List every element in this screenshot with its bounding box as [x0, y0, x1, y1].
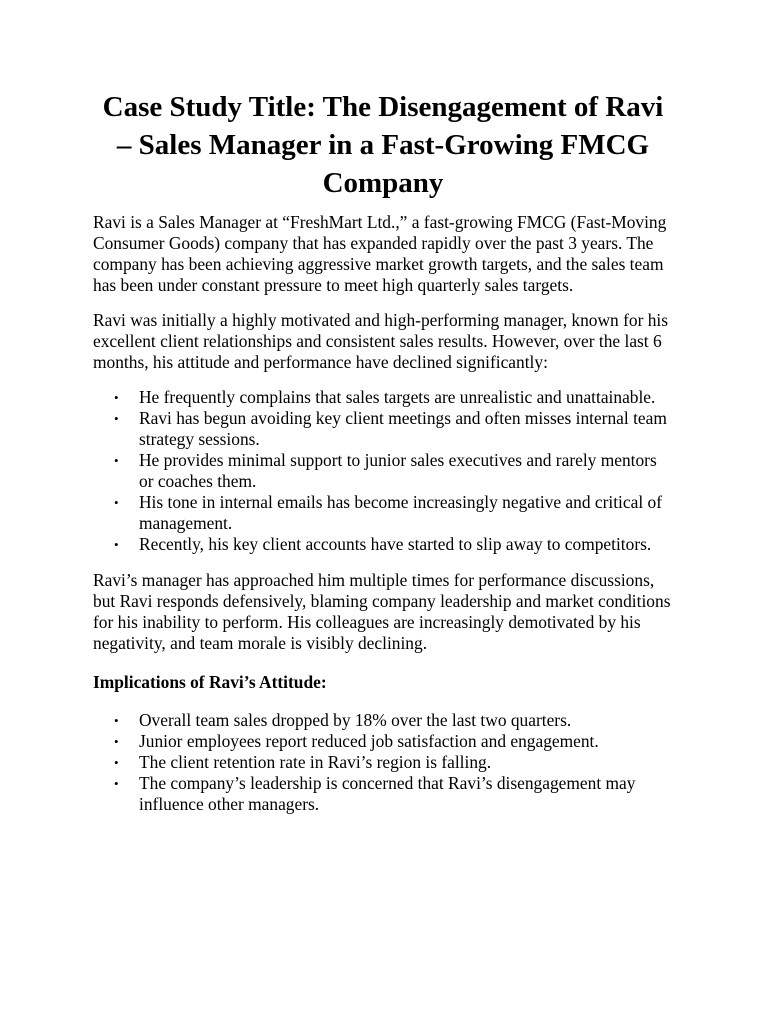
list-item-text: The client retention rate in Ravi’s region is falling. — [139, 752, 492, 772]
list-item — [93, 450, 673, 492]
list-item-text: He frequently complains that sales targets are unrealistic and unattainable. — [139, 387, 656, 407]
bullet-icon: • — [114, 755, 119, 770]
list-item — [93, 534, 673, 555]
manager-paragraph: Ravi’s manager has approached him multiple times for performance discussions, but Ravi responds defensively, blaming company leadership and market conditions for his inability to perform. His colleagues are increasingly demotivated by his negativity, and team morale is visibly declining. — [93, 570, 671, 653]
list-item — [93, 387, 673, 408]
bullet-icon: • — [114, 713, 119, 728]
implications-list — [93, 710, 673, 815]
list-item-text: Recently, his key client accounts have started to slip away to competitors. — [139, 534, 652, 554]
list-item-text: Ravi has begun avoiding key client meetings and often misses internal team strategy sessions. — [139, 408, 667, 449]
list-item — [93, 773, 673, 815]
list-item — [93, 492, 673, 534]
list-item-text: He provides minimal support to junior sales executives and rarely mentors or coaches them. — [139, 450, 657, 491]
document-page — [93, 88, 673, 830]
list-item-text: Junior employees report reduced job satisfaction and engagement. — [139, 731, 599, 751]
list-item — [93, 731, 673, 752]
intro-paragraph-1: Ravi is a Sales Manager at “FreshMart Ltd.,” a fast-growing FMCG (Fast-Moving Consumer Goods) company that has expanded rapidly over the past 3 years. The company has been achieving aggressive market growth targets, and the sales team has been under constant pressure to meet high quarterly sales targets. — [93, 212, 667, 295]
list-item-text: Overall team sales dropped by 18% over the last two quarters. — [139, 710, 572, 730]
case-study-title: Case Study Title: The Disengagement of Ravi – Sales Manager in a Fast-Growing FMCG Company — [102, 91, 664, 199]
list-item-text: The company’s leadership is concerned that Ravi’s disengagement may influence other managers. — [139, 773, 636, 814]
bullet-icon: • — [114, 495, 119, 510]
list-item — [93, 408, 673, 450]
bullet-icon: • — [114, 411, 119, 426]
bullet-icon: • — [114, 537, 119, 552]
list-item-text: His tone in internal emails has become increasingly negative and critical of management. — [139, 492, 662, 533]
list-item — [93, 710, 673, 731]
bullet-icon: • — [114, 776, 119, 791]
implications-heading: Implications of Ravi’s Attitude: — [93, 672, 327, 692]
bullet-icon: • — [114, 734, 119, 749]
intro-paragraph-2: Ravi was initially a highly motivated and high-performing manager, known for his excellent client relationships and consistent sales results. However, over the last 6 months, his attitude and performance have declined significantly: — [93, 310, 669, 372]
bullet-icon: • — [114, 453, 119, 468]
bullet-icon: • — [114, 390, 119, 405]
list-item — [93, 752, 673, 773]
behavior-list — [93, 387, 673, 555]
